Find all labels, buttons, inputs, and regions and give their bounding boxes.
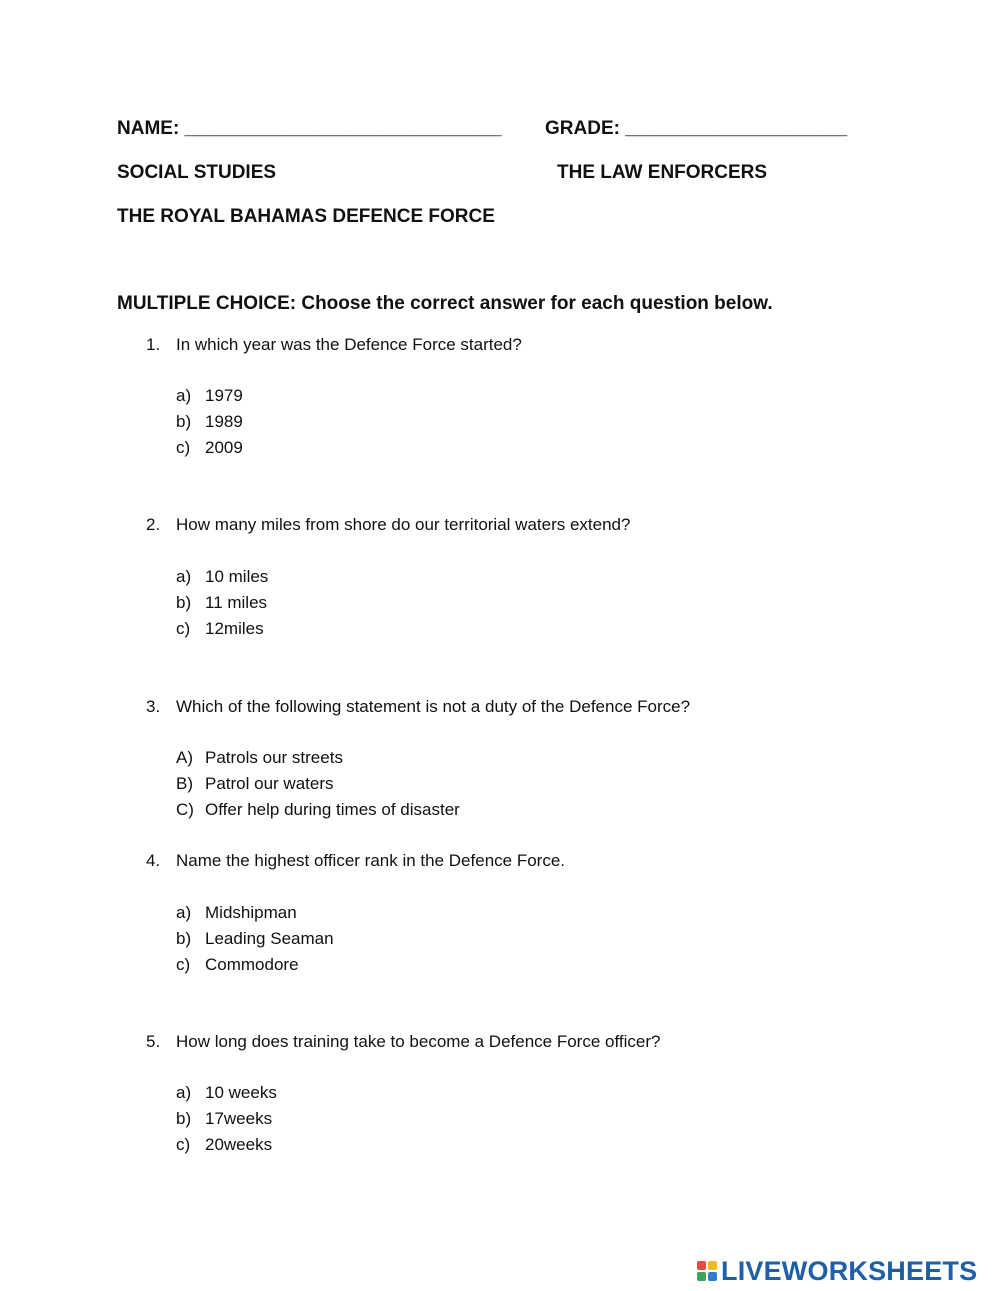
option-letter: a) <box>176 903 192 922</box>
option-letter: c) <box>176 955 191 974</box>
option-letter: b) <box>176 412 192 431</box>
option-letter: a) <box>176 386 192 405</box>
question-text: In which year was the Defence Force started? <box>176 335 522 354</box>
subject-heading: SOCIAL STUDIES <box>117 162 277 183</box>
option-letter: b) <box>176 593 192 612</box>
option-text: Offer help during times of disaster <box>205 800 460 819</box>
option-text: Leading Seaman <box>205 929 334 948</box>
question-text: Which of the following statement is not a duty of the Defence Force? <box>176 697 691 716</box>
instructions: MULTIPLE CHOICE: Choose the correct answer for each question below. <box>117 293 773 314</box>
liveworksheets-logo[interactable] <box>697 1254 977 1288</box>
logo-square-blue <box>708 1272 717 1281</box>
option-text: 1989 <box>205 412 243 431</box>
option-text: Commodore <box>205 955 299 974</box>
option-text: Patrol our waters <box>205 774 334 793</box>
question-number: 5. <box>146 1032 161 1051</box>
question-text: Name the highest officer rank in the Defence Force. <box>176 851 565 870</box>
option-text: Patrols our streets <box>205 748 343 767</box>
option-letter: a) <box>176 1083 192 1102</box>
option-text: 20weeks <box>205 1135 273 1154</box>
question-number: 3. <box>146 697 161 716</box>
option-letter: b) <box>176 1109 192 1128</box>
option-letter: A) <box>176 748 193 767</box>
option-text: 10 miles <box>205 567 269 586</box>
option-letter: B) <box>176 774 193 793</box>
option-letter: c) <box>176 438 191 457</box>
liveworksheets-logo-icon <box>697 1261 717 1281</box>
question-text: How many miles from shore do our territorial waters extend? <box>176 515 631 534</box>
option-text: 12miles <box>205 619 264 638</box>
logo-square-yellow <box>708 1261 717 1270</box>
question-number: 4. <box>146 851 161 870</box>
logo-square-green <box>697 1272 706 1281</box>
name-field-line[interactable]: NAME: ______________________________ <box>117 118 502 139</box>
topic-heading: THE LAW ENFORCERS <box>557 162 768 183</box>
grade-field-line[interactable]: GRADE: _____________________ <box>545 118 848 139</box>
option-letter: C) <box>176 800 194 819</box>
option-text: 17weeks <box>205 1109 273 1128</box>
logo-square-red <box>697 1261 706 1270</box>
option-text: 2009 <box>205 438 243 457</box>
option-letter: b) <box>176 929 192 948</box>
question-number: 1. <box>146 335 161 354</box>
option-letter: c) <box>176 619 191 638</box>
unit-heading: THE ROYAL BAHAMAS DEFENCE FORCE <box>117 206 495 227</box>
option-text: Midshipman <box>205 903 297 922</box>
option-letter: a) <box>176 567 192 586</box>
logo-text: LIVEWORKSHEETS <box>721 1255 978 1286</box>
option-letter: c) <box>176 1135 191 1154</box>
option-text: 10 weeks <box>205 1083 277 1102</box>
question-text: How long does training take to become a Defence Force officer? <box>176 1032 661 1051</box>
option-text: 11 miles <box>205 593 268 612</box>
question-number: 2. <box>146 515 161 534</box>
option-text: 1979 <box>205 386 243 405</box>
